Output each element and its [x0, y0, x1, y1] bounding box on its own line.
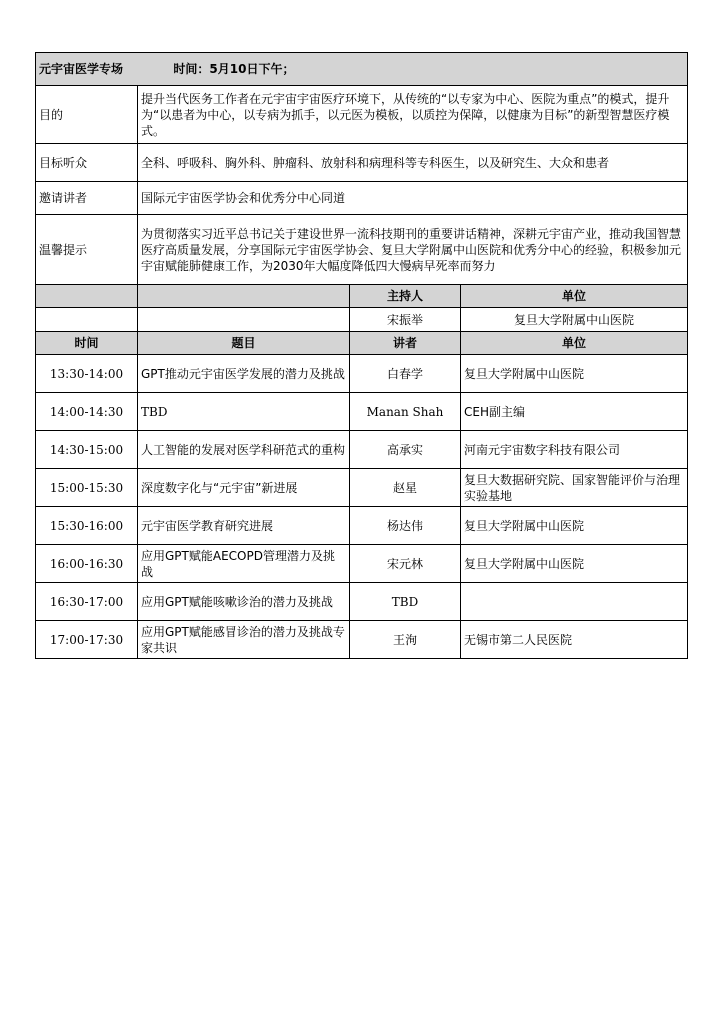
col-topic-header: 题目: [138, 332, 350, 355]
info-text: 为贯彻落实习近平总书记关于建设世界一流科技期刊的重要讲话精神，深耕元宇宙产业，推动我国智慧医疗高质量发展，分享国际元宇宙医学协会、复旦大学附属中山医院和优秀分中心的经验，积极参加元宇宙赋能肺健康工作，为2030年大幅度降低四大慢病早死率而努力: [138, 215, 688, 285]
table-row: [36, 621, 688, 659]
session-topic: 应用GPT赋能感冒诊治的潜力及挑战专家共识: [138, 621, 350, 659]
col-speaker-header: 讲者: [350, 332, 461, 355]
session-topic: GPT推动元宇宙医学发展的潜力及挑战: [138, 355, 350, 393]
session-unit: CEH副主编: [461, 393, 688, 431]
session-unit: [461, 583, 688, 621]
session-time-cell: 13:30-14:00: [36, 355, 138, 393]
session-unit: 复旦大数据研究院、国家智能评价与治理实验基地: [461, 469, 688, 507]
session-title: 元宇宙医学专场: [39, 62, 124, 76]
info-row-purpose: [36, 86, 688, 144]
host-header-row: [36, 285, 688, 308]
info-label: 邀请讲者: [36, 182, 138, 215]
session-time-cell: 16:00-16:30: [36, 545, 138, 583]
session-unit: 复旦大学附属中山医院: [461, 545, 688, 583]
session-time-cell: 17:00-17:30: [36, 621, 138, 659]
session-time-cell: 14:30-15:00: [36, 431, 138, 469]
session-unit: 复旦大学附属中山医院: [461, 355, 688, 393]
table-row: [36, 469, 688, 507]
session-unit: 无锡市第二人民医院: [461, 621, 688, 659]
session-topic: 元宇宙医学教育研究进展: [138, 507, 350, 545]
session-topic: 应用GPT赋能AECOPD管理潜力及挑战: [138, 545, 350, 583]
info-text: 国际元宇宙医学协会和优秀分中心同道: [138, 182, 688, 215]
agenda-table: [35, 52, 688, 659]
info-row-speakers: [36, 182, 688, 215]
info-text: 全科、呼吸科、胸外科、肿瘤科、放射科和病理科等专科医生，以及研究生、大众和患者: [138, 144, 688, 182]
host-name: 宋振举: [350, 308, 461, 332]
session-time-cell: 15:30-16:00: [36, 507, 138, 545]
host-header: 主持人: [350, 285, 461, 308]
session-speaker: 杨达伟: [350, 507, 461, 545]
info-row-audience: [36, 144, 688, 182]
host-unit: 复旦大学附属中山医院: [461, 308, 688, 332]
session-time-cell: 15:00-15:30: [36, 469, 138, 507]
table-row: [36, 583, 688, 621]
info-text: 提升当代医务工作者在元宇宙宇宙医疗环境下，从传统的“以专家为中心、医院为重点”的模式，提升为“以患者为中心，以专病为抓手，以元医为模板，以质控为保障，以健康为目标”的新型智慧医疗模式。: [138, 86, 688, 144]
host-unit-header: 单位: [461, 285, 688, 308]
session-time-cell: 14:00-14:30: [36, 393, 138, 431]
session-speaker: 赵星: [350, 469, 461, 507]
session-time-cell: 16:30-17:00: [36, 583, 138, 621]
session-speaker: Manan Shah: [350, 393, 461, 431]
table-row: [36, 545, 688, 583]
session-speaker: 白春学: [350, 355, 461, 393]
session-header-row: [36, 53, 688, 86]
session-topic: 应用GPT赋能咳嗽诊治的潜力及挑战: [138, 583, 350, 621]
info-label: 目的: [36, 86, 138, 144]
table-row: [36, 507, 688, 545]
session-time: 时间：5月10日下午；: [173, 62, 295, 76]
session-speaker: TBD: [350, 583, 461, 621]
session-topic: TBD: [138, 393, 350, 431]
session-speaker: 王洵: [350, 621, 461, 659]
session-speaker: 高承实: [350, 431, 461, 469]
session-topic: 人工智能的发展对医学科研范式的重构: [138, 431, 350, 469]
session-speaker: 宋元林: [350, 545, 461, 583]
host-row: [36, 308, 688, 332]
session-topic: 深度数字化与“元宇宙”新进展: [138, 469, 350, 507]
session-unit: 河南元宇宙数字科技有限公司: [461, 431, 688, 469]
col-unit-header: 单位: [461, 332, 688, 355]
info-row-tips: [36, 215, 688, 285]
info-label: 目标听众: [36, 144, 138, 182]
info-label: 温馨提示: [36, 215, 138, 285]
table-row: [36, 393, 688, 431]
session-unit: 复旦大学附属中山医院: [461, 507, 688, 545]
col-time-header: 时间: [36, 332, 138, 355]
table-row: [36, 355, 688, 393]
table-row: [36, 431, 688, 469]
schedule-header-row: [36, 332, 688, 355]
